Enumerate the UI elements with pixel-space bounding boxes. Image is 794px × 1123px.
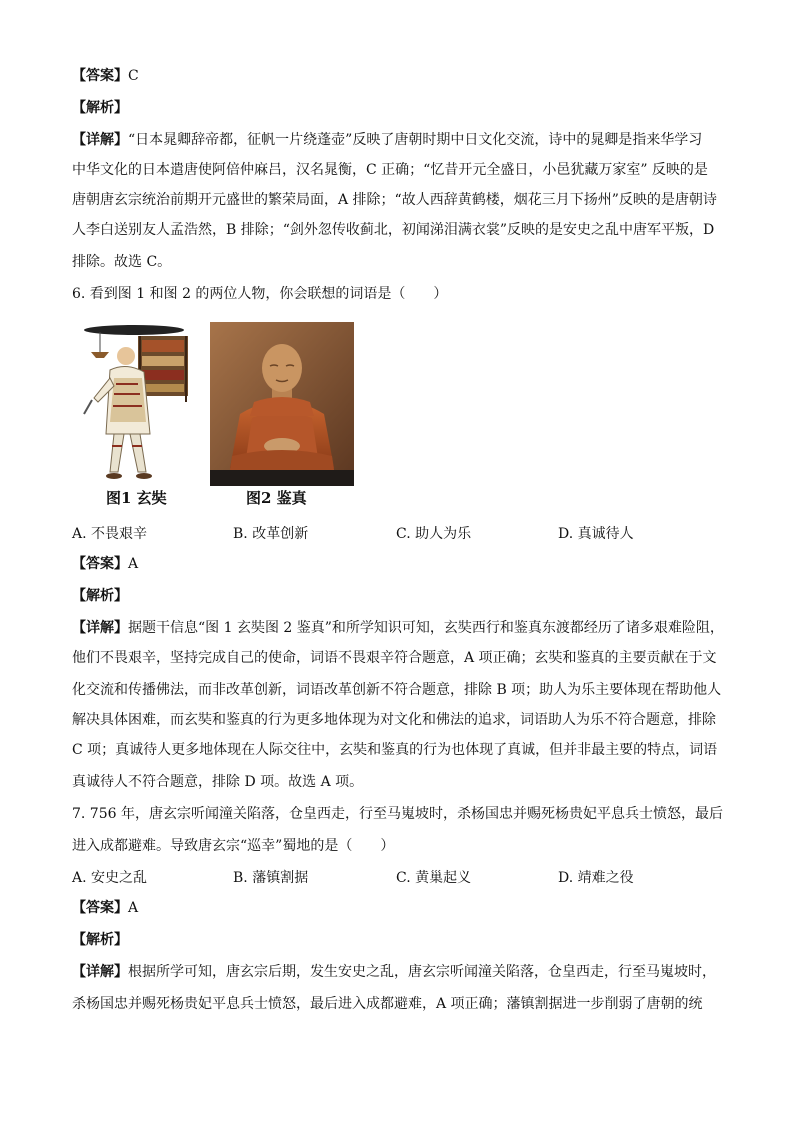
q6-detail-line-4: 解决具体困难，而玄奘和鉴真的行为更多地体现为对文化和佛法的追求，词语助人为乐不符合题意，排除 xyxy=(72,712,716,728)
answer-label: 【答案】 xyxy=(72,68,128,84)
q7-option-c: C. 黄巢起义 xyxy=(396,870,472,886)
q6-option-c: C. 助人为乐 xyxy=(396,526,472,542)
q6-detail-line-6: 真诚待人不符合题意，排除 D 项。故选 A 项。 xyxy=(72,774,364,790)
answer-value: A xyxy=(128,556,139,572)
detail-text: 据题干信息“图 1 玄奘图 2 鉴真”和所学知识可知，玄奘西行和鉴真东渡都经历了诸多艰难险阻， xyxy=(128,620,724,636)
q7-options xyxy=(72,868,724,888)
q5-detail-line-4: 人李白送别友人孟浩然，B 排除；“剑外忽传收蓟北，初闻涕泪满衣裳”反映的是安史之乱中唐军平叛，D xyxy=(72,222,715,238)
q7-answer xyxy=(72,898,724,918)
q5-detail-line-3: 唐朝唐玄宗统治前期开元盛世的繁荣局面，A 排除；“故人西辞黄鹤楼，烟花三月下扬州”反映的是唐朝诗 xyxy=(72,192,717,208)
q5-detail-line-2: 中华文化的日本遣唐使阿倍仲麻吕，汉名晁衡，C 正确；“忆昔开元全盛日，小邑犹藏万家室” 反映的是 xyxy=(72,162,708,178)
figure-1-xuanzang xyxy=(76,322,200,486)
analysis-label: 【解析】 xyxy=(72,588,128,604)
q6-option-d: D. 真诚待人 xyxy=(558,526,634,542)
detail-label: 【详解】 xyxy=(72,620,128,636)
q7-analysis-label xyxy=(72,930,724,950)
q6-analysis-label xyxy=(72,586,724,606)
q7-detail-line-2: 杀杨国忠并赐死杨贵妃平息兵士愤怒，最后进入成都避难，A 项正确；藩镇割据进一步削弱了唐朝的统 xyxy=(72,996,703,1012)
q6-option-b: B. 改革创新 xyxy=(233,526,309,542)
q7-stem-line-2: 进入成都避难。导致唐玄宗“巡幸”蜀地的是（ ） xyxy=(72,838,395,854)
detail-text: 根据所学可知，唐玄宗后期，发生安史之乱，唐玄宗听闻潼关陷落，仓皇西走，行至马嵬坡时， xyxy=(128,964,716,980)
q6-option-a: A. 不畏艰辛 xyxy=(72,526,148,542)
xuanzang-illustration xyxy=(76,322,200,486)
analysis-label: 【解析】 xyxy=(72,100,128,116)
q5-analysis-label xyxy=(72,98,724,118)
q6-detail-line-1 xyxy=(72,618,724,638)
figure-1-caption: 图1 玄奘 xyxy=(106,489,167,507)
answer-value: A xyxy=(128,900,139,916)
q7-option-d: D. 靖难之役 xyxy=(558,870,634,886)
q5-detail-line-5: 排除。故选 C。 xyxy=(72,254,172,270)
detail-label: 【详解】 xyxy=(72,964,128,980)
answer-value: C xyxy=(128,68,139,84)
analysis-label: 【解析】 xyxy=(72,932,128,948)
q7-stem-line-1: 7. 756 年，唐玄宗听闻潼关陷落，仓皇西走，行至马嵬坡时，杀杨国忠并赐死杨贵妃平息兵士愤怒，最后 xyxy=(72,806,723,822)
q7-option-b: B. 藩镇割据 xyxy=(233,870,309,886)
q6-answer xyxy=(72,554,724,574)
q7-option-a: A. 安史之乱 xyxy=(72,870,148,886)
q5-answer xyxy=(72,66,724,86)
figure-2-jianzhen xyxy=(210,322,354,486)
answer-label: 【答案】 xyxy=(72,556,128,572)
detail-label: 【详解】 xyxy=(72,132,128,148)
q6-detail-line-3: 化交流和传播佛法，而非改革创新，词语改革创新不符合题意，排除 B 项；助人为乐主要体现在帮助他人 xyxy=(72,682,722,698)
q6-stem: 6. 看到图 1 和图 2 的两位人物，你会联想的词语是（ ） xyxy=(72,286,448,302)
detail-text: “日本晁卿辞帝都，征帆一片绕蓬壶”反映了唐朝时期中日文化交流，诗中的晁卿是指来华学习 xyxy=(128,132,703,148)
q5-detail-line-1 xyxy=(72,130,724,150)
q6-detail-line-5: C 项；真诚待人更多地体现在人际交往中，玄奘和鉴真的行为也体现了真诚，但并非最主要的特点，词语 xyxy=(72,742,718,758)
jianzhen-statue xyxy=(210,322,354,486)
figure-2-caption: 图2 鉴真 xyxy=(246,489,307,507)
q7-detail-line-1 xyxy=(72,962,724,982)
q6-options xyxy=(72,524,724,544)
answer-label: 【答案】 xyxy=(72,900,128,916)
q6-detail-line-2: 他们不畏艰辛，坚持完成自己的使命，词语不畏艰辛符合题意，A 项正确；玄奘和鉴真的主要贡献在于文 xyxy=(72,650,717,666)
